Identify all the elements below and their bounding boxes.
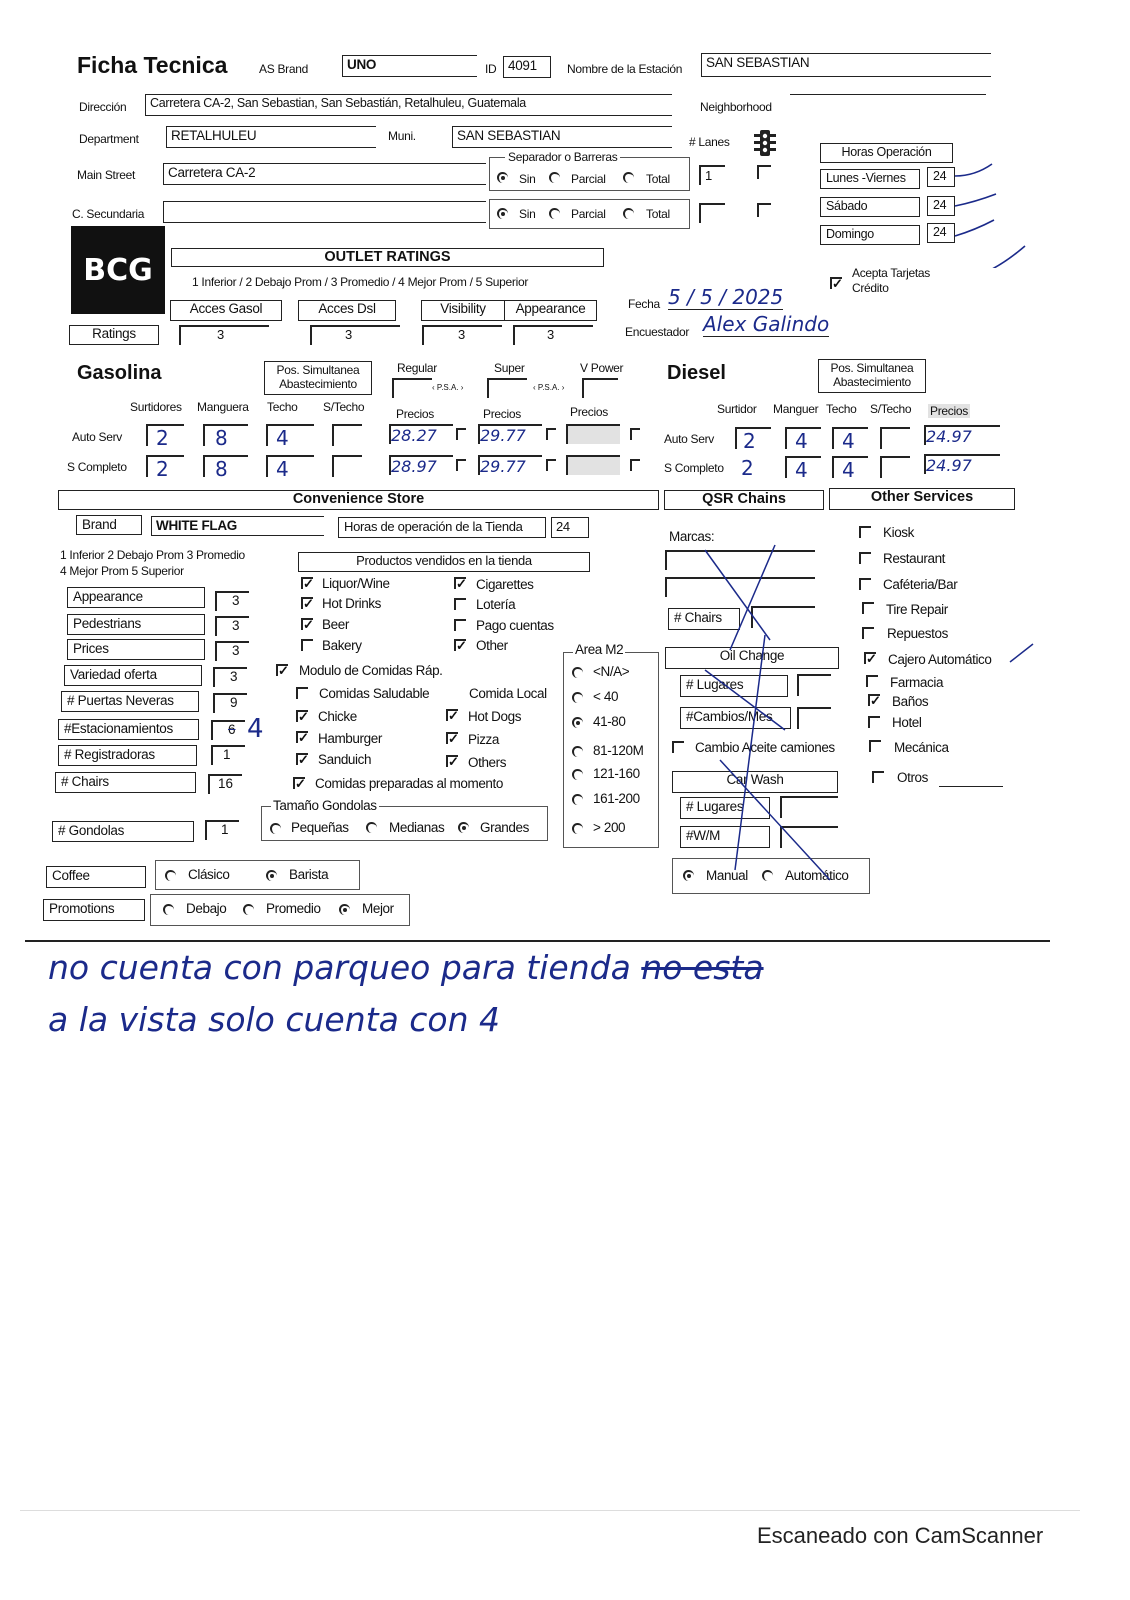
comidas-saludable-label: Comidas Saludable — [319, 686, 430, 701]
col-techo: Techo — [267, 400, 298, 414]
banos-label: Baños — [892, 694, 929, 709]
gas-autoserv-surtidores[interactable]: 2 — [146, 424, 184, 446]
hotel-label: Hotel — [892, 715, 922, 730]
brand-field[interactable]: UNO — [342, 55, 477, 77]
id-label: ID — [485, 62, 497, 76]
diesel-col-techo: Techo — [826, 402, 857, 416]
store-registradoras-label: # Registradoras — [58, 745, 197, 766]
secundaria-field[interactable] — [163, 201, 486, 223]
gas-scompleto-precio-super[interactable]: 29.77 — [478, 455, 542, 475]
super-pos-field[interactable] — [487, 378, 527, 398]
farmacia-checkbox[interactable] — [866, 675, 878, 687]
lanes-main-check[interactable] — [757, 165, 771, 179]
gas-scompleto-vpower-check[interactable] — [630, 459, 640, 471]
others-food-label: Others — [468, 755, 507, 770]
hours-saturday-label: Sábado — [820, 197, 920, 217]
area-161-200-label: 161-200 — [593, 791, 640, 806]
store-gondolas-field[interactable]: 1 — [205, 820, 239, 840]
direccion-label: Dirección — [79, 100, 127, 114]
tire-repair-label: Tire Repair — [886, 602, 948, 617]
area-81-120-label: 81-120M — [593, 743, 644, 758]
modulo-comidas-label: Modulo de Comidas Ráp. — [299, 663, 443, 678]
cajero-checkbox[interactable]: ✓ — [866, 651, 877, 666]
form-title: Ficha Tecnica — [77, 52, 228, 78]
farmacia-label: Farmacia — [890, 675, 944, 690]
area-81-120-radio[interactable] — [572, 746, 583, 757]
gas-scompleto-precio-regular[interactable]: 28.97 — [389, 455, 453, 475]
medianas-label: Medianas — [389, 820, 445, 835]
area-lt40-label: < 40 — [593, 689, 619, 704]
coffee-label: Coffee — [46, 866, 146, 888]
hours-weekday-field[interactable]: 24 — [927, 167, 955, 187]
appearance-header: Appearance — [504, 300, 597, 321]
gas-scompleto-label: S Completo — [67, 460, 127, 474]
encuestador-label: Encuestador — [625, 325, 690, 339]
chicke-checkbox[interactable]: ✓ — [298, 709, 309, 724]
diesel-autoserv-surtidor[interactable]: 2 — [735, 427, 771, 449]
brand-label: AS Brand — [259, 62, 308, 76]
wash-lugares-label: # Lugares — [680, 797, 770, 819]
sec-total-label: Total — [646, 207, 670, 221]
main-total-label: Total — [646, 172, 670, 186]
mejor-label: Mejor — [362, 901, 394, 916]
diesel-scompleto-techo[interactable]: 4 — [832, 456, 868, 478]
comidas-preparadas-label: Comidas preparadas al momento — [315, 776, 503, 791]
lanes-label: # Lanes — [689, 135, 730, 149]
camscanner-watermark: Escaneado con CamScanner — [757, 1523, 1044, 1548]
diesel-pos-simultanea: Pos. Simultanea Abastecimiento — [818, 359, 926, 393]
promedio-label: Promedio — [266, 901, 321, 916]
tarjetas-label: Acepta Tarjetas Crédito — [852, 266, 930, 295]
main-street-label: Main Street — [77, 168, 136, 182]
gas-autoserv-precio-super[interactable]: 29.77 — [478, 424, 542, 444]
neighborhood-label: Neighborhood — [700, 100, 772, 114]
cigarettes-label: Cigarettes — [476, 577, 534, 592]
gas-scompleto-stecho[interactable] — [332, 455, 362, 477]
ratings-label: Ratings — [69, 325, 159, 345]
pago-cuentas-label: Pago cuentas — [476, 618, 554, 633]
gas-autoserv-techo[interactable]: 4 — [266, 424, 314, 446]
store-gondolas-label: # Gondolas — [52, 821, 194, 842]
hot-dogs-checkbox[interactable]: ✓ — [448, 708, 459, 723]
cajero-pen-tick — [1008, 642, 1036, 666]
fecha-field[interactable]: 5 / 5 / 2025 — [668, 285, 784, 309]
department-label: Department — [79, 132, 139, 146]
main-parcial-radio[interactable] — [549, 172, 560, 183]
oil-lugares-label: # Lugares — [680, 675, 788, 697]
lanes-sec-field[interactable] — [699, 203, 725, 223]
mejor-radio[interactable] — [339, 904, 350, 915]
hot-drinks-checkbox[interactable]: ✓ — [303, 596, 314, 611]
direccion-field[interactable]: Carretera CA-2, San Sebastian, San Sebastián, Retalhuleu, Guatemala — [145, 94, 672, 116]
cigarettes-checkbox[interactable]: ✓ — [456, 576, 467, 591]
diesel-scompleto-label: S Completo — [664, 461, 724, 475]
pizza-label: Pizza — [468, 732, 500, 747]
gas-autoserv-precio-vpower[interactable] — [566, 424, 620, 444]
loteria-label: Lotería — [476, 597, 516, 612]
manual-label: Manual — [706, 868, 748, 883]
sec-sin-radio[interactable] — [497, 208, 508, 219]
kiosk-checkbox[interactable] — [859, 526, 871, 538]
gas-autoserv-precio-regular[interactable]: 28.27 — [389, 424, 453, 444]
gas-scompleto-precio-vpower[interactable] — [566, 455, 620, 475]
notes-divider — [25, 940, 1050, 942]
hamburger-checkbox[interactable]: ✓ — [298, 730, 309, 745]
store-registradoras-field[interactable]: 1 — [211, 745, 245, 765]
restaurant-label: Restaurant — [883, 551, 946, 566]
diesel-col-precios: Precios — [930, 404, 968, 418]
gas-autoserv-regular-check[interactable] — [456, 428, 466, 440]
traffic-light-icon — [752, 128, 778, 162]
gas-pos-simultanea: Pos. Simultanea Abastecimiento — [264, 361, 372, 395]
diesel-title: Diesel — [667, 362, 726, 384]
cambio-aceite-label: Cambio Aceite camiones — [695, 740, 835, 755]
others-food-checkbox[interactable]: ✓ — [448, 754, 459, 769]
area-na-radio[interactable] — [572, 667, 583, 678]
acces-gasol-field[interactable]: 3 — [179, 325, 269, 345]
note-line-1-struck: no esta — [641, 948, 764, 987]
clasico-label: Clásico — [188, 867, 230, 882]
sanduich-label: Sanduich — [318, 752, 372, 767]
banos-checkbox[interactable]: ✓ — [870, 693, 881, 708]
coffee-group — [155, 860, 360, 890]
pizza-checkbox[interactable]: ✓ — [448, 731, 459, 746]
vpower-pos-field[interactable] — [582, 378, 618, 398]
liquor-label: Liquor/Wine — [322, 576, 390, 591]
convenience-store-title: Convenience Store — [58, 490, 659, 510]
id-field[interactable]: 4091 — [503, 56, 551, 78]
qsr-chairs-label: # Chairs — [668, 608, 740, 630]
repuestos-checkbox[interactable] — [862, 627, 874, 639]
gas-autoserv-label: Auto Serv — [72, 430, 122, 444]
diesel-autoserv-stecho[interactable] — [880, 427, 910, 449]
diesel-scompleto-manguer[interactable]: 4 — [785, 456, 821, 478]
mecanica-checkbox[interactable] — [869, 740, 881, 752]
hot-dogs-label: Hot Dogs — [468, 709, 522, 724]
sec-parcial-label: Parcial — [571, 207, 606, 221]
precio-regular-label: Precios — [396, 407, 434, 421]
grandes-label: Grandes — [480, 820, 529, 835]
store-scale-2: 4 Mejor Prom 5 Superior — [60, 564, 184, 578]
promedio-radio[interactable] — [243, 904, 254, 915]
acces-dsl-field[interactable]: 3 — [310, 325, 400, 345]
diesel-col-manguer: Manguer — [773, 402, 819, 416]
store-horas-field[interactable]: 24 — [551, 517, 589, 538]
diesel-autoserv-label: Auto Serv — [664, 432, 714, 446]
store-pedestrians-field[interactable]: 3 — [215, 616, 249, 636]
qsr-chains-title: QSR Chains — [664, 490, 824, 510]
col-stecho: S/Techo — [323, 400, 365, 414]
hours-weekday-label: Lunes -Viernes — [820, 169, 920, 189]
store-puertas-label: # Puertas Neveras — [61, 691, 199, 712]
hours-pen-ticks — [950, 158, 1030, 268]
pequenas-label: Pequeñas — [291, 820, 349, 835]
store-appearance-field[interactable]: 3 — [215, 591, 249, 611]
sec-parcial-radio[interactable] — [549, 208, 560, 219]
acces-dsl-header: Acces Dsl — [298, 300, 396, 321]
area-gt200-label: > 200 — [593, 820, 626, 835]
cajero-label: Cajero Automático — [888, 652, 992, 667]
comida-local-label: Comida Local — [469, 686, 547, 701]
bcg-logo: BCG — [71, 226, 165, 314]
comidas-preparadas-checkbox[interactable]: ✓ — [295, 776, 306, 791]
visibility-header: Visibility — [421, 300, 505, 321]
otros-label: Otros — [897, 770, 929, 785]
car-wash-header: Car Wash — [672, 771, 838, 793]
area-title: Area M2 — [575, 642, 624, 657]
hours-title: Horas Operación — [820, 143, 953, 163]
diesel-autoserv-precio[interactable]: 24.97 — [924, 425, 1000, 445]
outlet-scale: 1 Inferior / 2 Debajo Prom / 3 Promedio / 4 Mejor Prom / 5 Superior — [192, 275, 529, 289]
sanduich-checkbox[interactable]: ✓ — [298, 752, 309, 767]
beer-label: Beer — [322, 617, 349, 632]
department-field[interactable]: RETALHULEU — [166, 126, 376, 148]
muni-field[interactable]: SAN SEBASTIAN — [452, 126, 672, 148]
lanes-sec-check[interactable] — [757, 203, 771, 217]
repuestos-label: Repuestos — [887, 626, 948, 641]
otros-field[interactable] — [939, 786, 1003, 787]
grandes-radio[interactable] — [458, 822, 469, 833]
debajo-radio[interactable] — [163, 904, 174, 915]
hotel-checkbox[interactable] — [868, 716, 880, 728]
clasico-radio[interactable] — [165, 870, 176, 881]
precio-super-label: Precios — [483, 407, 521, 421]
gas-autoserv-vpower-check[interactable] — [630, 428, 640, 440]
separador-label: Separador o Barreras — [505, 150, 620, 164]
store-appearance-label: Appearance — [67, 587, 205, 608]
encuestador-field[interactable]: Alex Galindo — [703, 312, 830, 336]
tamano-label: Tamaño Gondolas — [273, 798, 377, 813]
beer-checkbox[interactable]: ✓ — [303, 617, 314, 632]
area-121-160-label: 121-160 — [593, 766, 640, 781]
store-prices-field[interactable]: 3 — [215, 641, 249, 661]
psa-super: ‹ P.S.A. › — [533, 383, 565, 392]
barista-radio[interactable] — [266, 870, 277, 881]
gasolina-title: Gasolina — [77, 362, 162, 384]
oil-change-header: Oil Change — [665, 647, 839, 669]
store-estacionamientos-field[interactable]: 6 — [211, 720, 245, 740]
mecanica-label: Mecánica — [894, 740, 949, 755]
super-label: Super — [494, 361, 525, 375]
lanes-main-field[interactable]: 1 — [699, 165, 725, 185]
store-brand-label: Brand — [76, 515, 142, 535]
secundaria-label: C. Secundaria — [72, 207, 145, 221]
tarjetas-checkbox[interactable]: ✓ — [832, 276, 843, 291]
automatico-label: Automático — [785, 868, 849, 883]
diesel-col-stecho: S/Techo — [870, 402, 912, 416]
marcas-label: Marcas: — [669, 529, 715, 544]
store-chairs-field[interactable]: 16 — [208, 774, 242, 794]
diesel-autoserv-techo[interactable]: 4 — [832, 427, 868, 449]
gas-scompleto-super-check[interactable] — [546, 459, 556, 471]
col-surtidores: Surtidores — [130, 400, 182, 414]
outlet-ratings-title: OUTLET RATINGS — [171, 248, 604, 267]
qsr-crossout-strokes — [690, 540, 870, 900]
gas-scompleto-manguera[interactable]: 8 — [203, 455, 248, 477]
liquor-checkbox[interactable]: ✓ — [303, 576, 314, 591]
other-product-label: Other — [476, 638, 508, 653]
regular-pos-field[interactable] — [392, 378, 432, 398]
main-total-radio[interactable] — [623, 172, 634, 183]
diesel-scompleto-stecho[interactable] — [880, 456, 910, 478]
fecha-label: Fecha — [628, 297, 660, 311]
cafeteria-checkbox[interactable] — [859, 578, 871, 590]
scan-edge — [20, 1510, 1080, 1511]
hours-sunday-field[interactable]: 24 — [927, 223, 955, 243]
oil-cambios-label: #Cambios/Mes — [680, 707, 791, 729]
bakery-checkbox[interactable] — [301, 639, 313, 651]
precio-vpower-label: Precios — [570, 405, 608, 419]
store-brand-field[interactable]: WHITE FLAG — [151, 516, 324, 536]
acces-gasol-header: Acces Gasol — [170, 300, 282, 321]
note-line-1-text: no cuenta con parqueo para tienda — [48, 948, 631, 987]
diesel-scompleto-surtidor[interactable]: 2 — [741, 456, 754, 480]
other-services-title: Other Services — [829, 488, 1015, 510]
area-lt40-radio[interactable] — [572, 692, 583, 703]
gas-scompleto-regular-check[interactable] — [456, 459, 466, 471]
store-prices-label: Prices — [67, 639, 205, 660]
col-manguera: Manguera — [197, 400, 249, 414]
gas-scompleto-surtidores[interactable]: 2 — [146, 455, 184, 477]
diesel-autoserv-manguer[interactable]: 4 — [785, 427, 821, 449]
promotions-label: Promotions — [43, 899, 145, 921]
store-scale-1: 1 Inferior 2 Debajo Prom 3 Promedio — [60, 548, 245, 562]
kiosk-label: Kiosk — [883, 525, 915, 540]
store-puertas-field[interactable]: 9 — [213, 693, 247, 713]
store-estacionamientos-handwritten: 4 — [247, 714, 264, 744]
store-variedad-label: Variedad oferta — [64, 665, 202, 686]
wash-wm-label: #W/M — [680, 826, 770, 848]
store-variedad-field[interactable]: 3 — [213, 667, 247, 687]
medianas-radio[interactable] — [366, 822, 377, 833]
sec-sin-label: Sin — [519, 207, 536, 221]
pequenas-radio[interactable] — [270, 823, 281, 834]
gas-autoserv-stecho[interactable] — [332, 424, 362, 446]
store-chairs-label: # Chairs — [55, 772, 196, 793]
store-estacionamientos-label: #Estacionamientos — [58, 719, 199, 740]
tire-repair-checkbox[interactable] — [862, 602, 874, 614]
restaurant-checkbox[interactable] — [859, 552, 871, 564]
main-sin-radio[interactable] — [497, 172, 508, 183]
area-121-160-radio[interactable] — [572, 769, 583, 780]
debajo-label: Debajo — [186, 901, 227, 916]
station-label: Nombre de la Estación — [567, 62, 683, 76]
regular-label: Regular — [397, 361, 437, 375]
area-161-200-radio[interactable] — [572, 794, 583, 805]
gas-autoserv-manguera[interactable]: 8 — [203, 424, 248, 446]
productos-title: Productos vendidos en la tienda — [298, 552, 590, 572]
area-41-80-radio[interactable] — [572, 717, 583, 728]
main-street-field[interactable]: Carretera CA-2 — [163, 163, 486, 185]
modulo-comidas-checkbox[interactable]: ✓ — [278, 663, 289, 678]
hamburger-label: Hamburger — [318, 731, 382, 746]
cambio-aceite-checkbox[interactable] — [672, 741, 684, 753]
diesel-scompleto-precio[interactable]: 24.97 — [924, 454, 1000, 474]
hot-drinks-label: Hot Drinks — [322, 596, 382, 611]
vpower-label: V Power — [580, 361, 624, 375]
area-gt200-radio[interactable] — [572, 823, 583, 834]
note-line-1 — [48, 948, 764, 987]
otros-checkbox[interactable] — [872, 771, 884, 783]
main-parcial-label: Parcial — [571, 172, 606, 186]
appearance-field[interactable]: 3 — [513, 325, 593, 345]
pago-cuentas-checkbox[interactable] — [454, 619, 466, 631]
station-field[interactable]: SAN SEBASTIAN — [701, 53, 991, 77]
hours-sunday-label: Domingo — [820, 225, 920, 245]
sec-total-radio[interactable] — [623, 208, 634, 219]
store-pedestrians-label: Pedestrians — [67, 614, 205, 635]
comidas-saludable-checkbox[interactable] — [296, 687, 308, 699]
loteria-checkbox[interactable] — [454, 598, 466, 610]
hours-saturday-field[interactable]: 24 — [927, 196, 955, 216]
main-sin-label: Sin — [519, 172, 536, 186]
area-na-label: <N/A> — [593, 664, 630, 679]
cafeteria-label: Caféteria/Bar — [883, 577, 958, 592]
visibility-field[interactable]: 3 — [422, 325, 502, 345]
store-horas-label: Horas de operación de la Tienda — [338, 517, 546, 538]
chicke-label: Chicke — [318, 709, 357, 724]
psa-regular: ‹ P.S.A. › — [432, 383, 464, 392]
muni-label: Muni. — [388, 129, 416, 143]
other-product-checkbox[interactable]: ✓ — [456, 638, 467, 653]
gas-scompleto-techo[interactable]: 4 — [266, 455, 314, 477]
area-41-80-label: 41-80 — [593, 714, 626, 729]
diesel-col-surtidor: Surtidor — [717, 402, 757, 416]
bakery-label: Bakery — [322, 638, 362, 653]
gas-autoserv-super-check[interactable] — [546, 428, 556, 440]
note-line-2: a la vista solo cuenta con 4 — [48, 1000, 501, 1039]
barista-label: Barista — [289, 867, 329, 882]
neighborhood-field[interactable] — [790, 94, 986, 95]
